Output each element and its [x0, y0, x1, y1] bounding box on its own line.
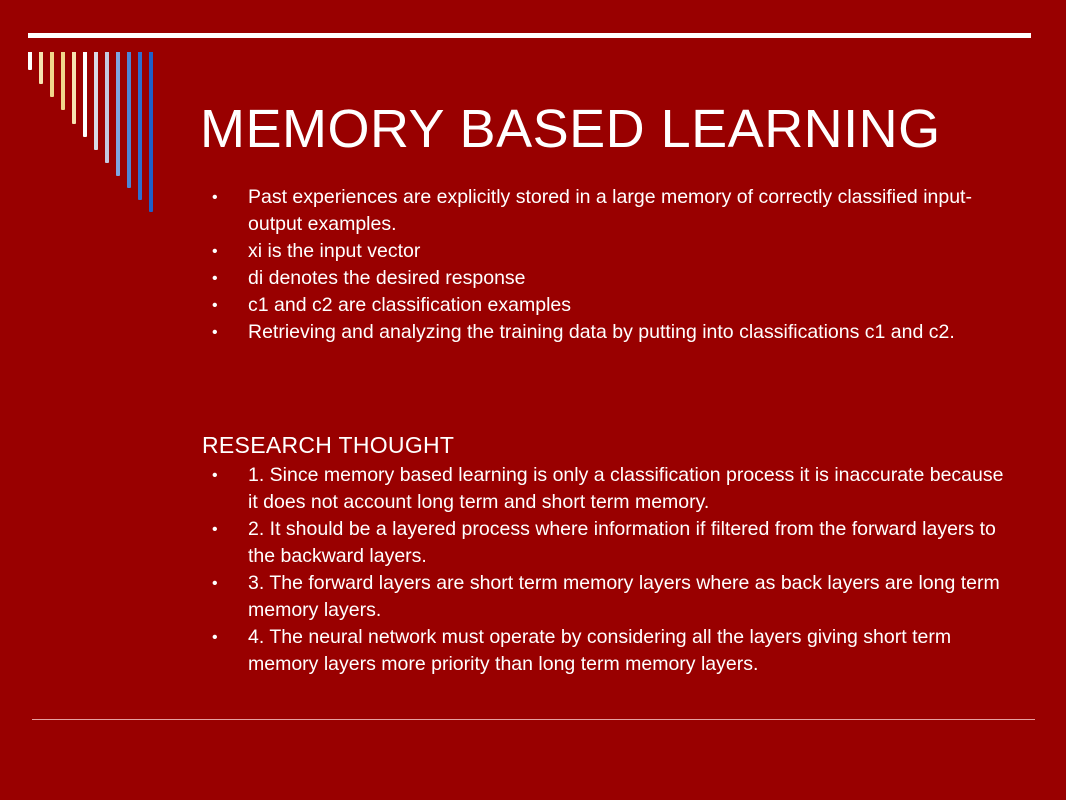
stripe [116, 52, 120, 176]
decorative-stripes [0, 0, 180, 230]
stripe [39, 52, 43, 84]
bullet-text: Past experiences are explicitly stored in a large memory of correctly classified input-output examples. [248, 186, 972, 235]
bullet-text: xi is the input vector [248, 240, 421, 262]
list-item [212, 319, 1012, 346]
bullet-list [212, 184, 1012, 346]
stripe [94, 52, 98, 150]
bullet-text: c1 and c2 are classification examples [248, 294, 571, 316]
bullet-icon: • [212, 270, 218, 287]
stripe [149, 52, 153, 212]
stripe [72, 52, 76, 124]
stripe [138, 52, 142, 200]
bullet-icon: • [212, 324, 218, 341]
list-item [212, 624, 1012, 678]
list-item [212, 292, 1012, 319]
bullet-icon: • [212, 521, 218, 538]
stripe [83, 52, 87, 137]
bullet-icon: • [212, 189, 218, 206]
bullet-icon: • [212, 297, 218, 314]
bottom-rule [32, 719, 1035, 720]
stripe [28, 52, 32, 70]
stripe [105, 52, 109, 163]
bullet-text: Retrieving and analyzing the training data by putting into classifications c1 and c2. [248, 321, 955, 343]
bullet-icon: • [212, 243, 218, 260]
list-item [212, 184, 1012, 238]
research-point-text: 3. The forward layers are short term memory layers where as back layers are long term memory layers. [248, 572, 1000, 621]
research-point-text: 1. Since memory based learning is only a classification process it is inaccurate because it does not account long term and short term memory. [248, 464, 1004, 513]
stripe [127, 52, 131, 188]
list-item [212, 238, 1012, 265]
bullet-icon: • [212, 629, 218, 646]
bullet-icon: • [212, 575, 218, 592]
list-item [212, 570, 1012, 624]
list-item [212, 265, 1012, 292]
research-point-text: 4. The neural network must operate by considering all the layers giving short term memory layers more priority than long term memory layers. [248, 626, 952, 675]
research-point-text: 2. It should be a layered process where information if filtered from the forward layers to the backward layers. [248, 518, 996, 567]
bullet-icon: • [212, 467, 218, 484]
research-heading: RESEARCH THOUGHT [202, 432, 455, 458]
research-list [212, 462, 1012, 678]
stripe [61, 52, 65, 110]
list-item [212, 462, 1012, 516]
stripe [50, 52, 54, 97]
bullet-text: di denotes the desired response [248, 267, 526, 289]
slide-title: MEMORY BASED LEARNING [200, 99, 941, 159]
list-item [212, 516, 1012, 570]
